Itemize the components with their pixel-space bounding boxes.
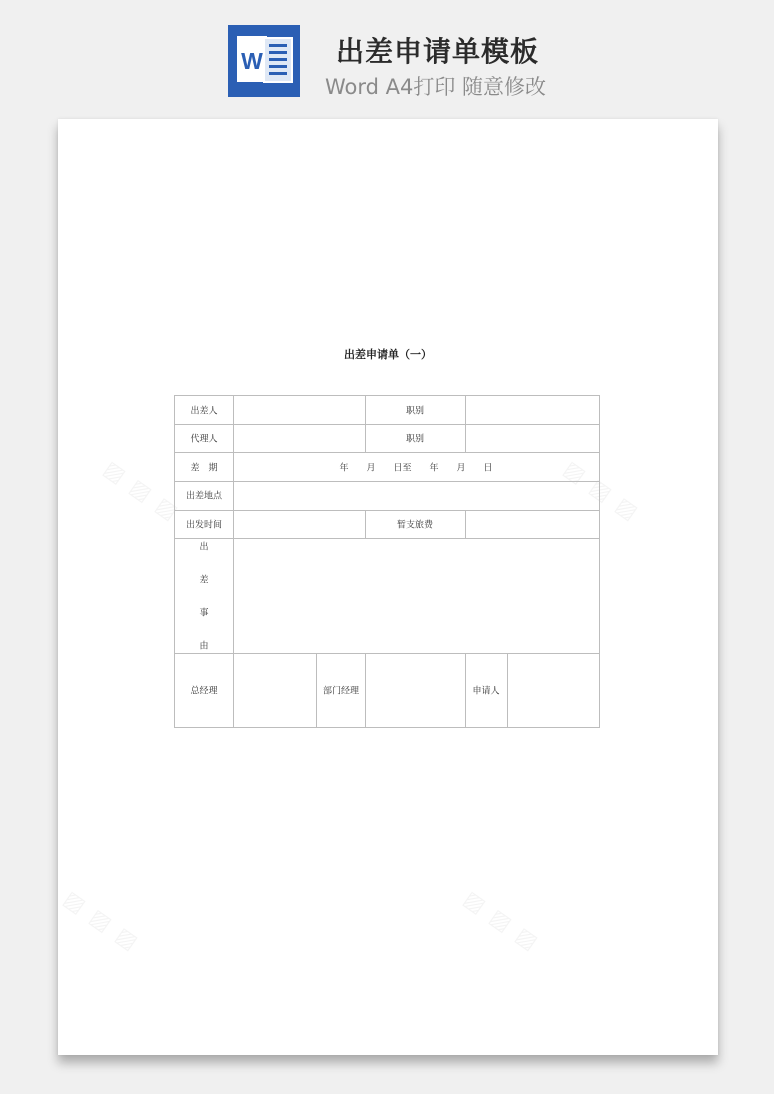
table-border [174, 481, 600, 482]
table-border [507, 653, 508, 727]
table-border [174, 510, 600, 511]
table-border [174, 424, 600, 425]
reason-char: 差 [199, 575, 209, 586]
document-page [58, 119, 718, 1055]
requester-label: 申请人 [472, 686, 500, 697]
watermark [459, 886, 544, 956]
departure-time-label: 出发时间 [185, 520, 223, 531]
travel-request-form [174, 395, 600, 728]
watermark [59, 886, 144, 956]
table-border [174, 395, 600, 396]
table-border [465, 510, 466, 538]
watermark [99, 456, 184, 526]
table-border [174, 727, 600, 728]
table-border [365, 510, 366, 538]
reason-char: 事 [199, 608, 209, 619]
table-border [174, 538, 600, 539]
table-border [174, 452, 600, 453]
word-logo-icon [228, 25, 300, 97]
location-label: 出差地点 [185, 491, 223, 502]
period-value: 年 月 日至 年 月 日 [339, 463, 493, 474]
department-manager-label: 部门经理 [322, 686, 360, 697]
table-border [365, 395, 366, 452]
applicant-label: 出差人 [190, 406, 218, 417]
table-border [365, 653, 366, 727]
page-title: 出差申请单模板 [336, 35, 540, 68]
reason-char: 由 [199, 641, 209, 652]
table-border [174, 653, 600, 654]
deputy-label: 代理人 [190, 434, 218, 445]
table-border [599, 395, 600, 728]
reason-char: 出 [199, 542, 209, 553]
travel-advance-label: 暂支旅费 [396, 520, 434, 531]
table-border [465, 653, 466, 727]
page-subtitle: Word A4打印 随意修改 [325, 75, 547, 99]
position-label: 职别 [405, 434, 425, 445]
period-label: 差 期 [190, 463, 218, 474]
logo-letter: W [241, 48, 263, 74]
general-manager-label: 总经理 [190, 686, 218, 697]
position-label: 职别 [405, 406, 425, 417]
table-border [174, 395, 175, 728]
document-title: 出差申请单（一） [344, 348, 432, 361]
table-border [465, 395, 466, 452]
table-border [316, 653, 317, 727]
table-border [233, 395, 234, 728]
